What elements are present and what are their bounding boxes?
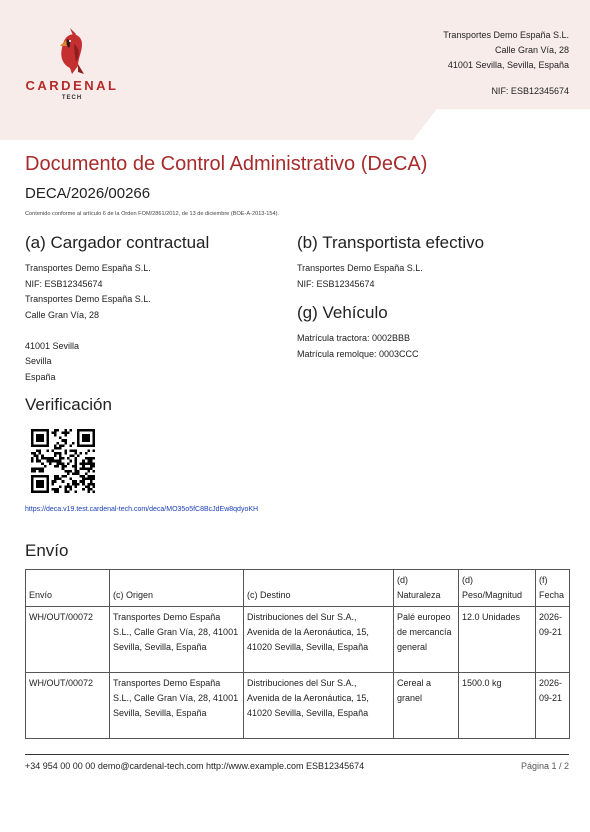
col-header-shipment: Envío xyxy=(26,570,110,607)
carrier-heading: (b) Transportista efectivo xyxy=(297,233,485,252)
company-nif: NIF: ESB12345674 xyxy=(491,86,569,96)
shipper-line: Transportes Demo España S.L. xyxy=(25,294,151,304)
verification-heading: Verificación xyxy=(25,395,112,414)
company-address xyxy=(443,28,569,99)
cell-weight: 1500.0 kg xyxy=(459,673,536,739)
cell-nature: Cereal a granel xyxy=(394,673,459,739)
cell-weight: 12.0 Unidades xyxy=(459,607,536,673)
page-number: Página 1 / 2 xyxy=(520,761,569,771)
cell-shipment: WH/OUT/00072 xyxy=(26,607,110,673)
trailer-plate: Matrícula remolque: 0003CCC xyxy=(297,348,419,359)
cell-origin: Transportes Demo España S.L., Calle Gran Vía, 28, 41001 Sevilla, Sevilla, España xyxy=(110,673,244,739)
qr-code-icon xyxy=(31,429,95,493)
table-header-row xyxy=(26,570,570,607)
footer-contact: +34 954 00 00 00 demo@cardenal-tech.com http://www.example.com ESB12345674 xyxy=(25,761,365,771)
brand-name: CARDENAL xyxy=(25,78,119,93)
page-break-mask xyxy=(0,741,590,753)
cell-shipment: WH/OUT/00072 xyxy=(26,673,110,739)
legal-note: Contenido conforme al artículo 6 de la Orden FOM/2861/2012, de 13 de diciembre (BOE-A-2013-154). xyxy=(25,211,280,217)
tractor-plate: Matrícula tractora: 0002BBB xyxy=(297,333,411,343)
shipper-line: Transportes Demo España S.L. xyxy=(25,263,151,273)
table-row xyxy=(26,673,570,739)
cell-destination: Distribuciones del Sur S.A., Avenida de la Aeronáutica, 15, 41020 Sevilla, Sevilla, España xyxy=(244,673,394,739)
shipment-table xyxy=(25,569,570,739)
company-street: Calle Gran Vía, 28 xyxy=(494,45,569,55)
col-header-nature: (d) Naturaleza xyxy=(394,570,459,607)
document-number: DECA/2026/00266 xyxy=(25,185,151,202)
cell-nature: Palé europeo de mercancía general xyxy=(394,607,459,673)
shipper-line: Calle Gran Vía, 28 xyxy=(25,309,100,320)
col-header-date: (f) Fecha xyxy=(536,570,570,607)
cell-date: 2026-09-21 xyxy=(536,607,570,673)
table-row xyxy=(26,607,570,673)
vehicle-heading: (g) Vehículo xyxy=(297,303,388,322)
shipper-block xyxy=(25,261,151,385)
shipper-line: España xyxy=(25,371,56,382)
document-title: Documento de Control Administrativo (DeCA) xyxy=(25,153,428,175)
carrier-line: NIF: ESB12345674 xyxy=(297,278,375,289)
col-header-weight: (d) Peso/Magnitud xyxy=(459,570,536,607)
brand-sub: TECH xyxy=(61,95,83,101)
cardinal-bird-icon xyxy=(48,26,96,76)
shipper-line: 41001 Sevilla xyxy=(25,340,80,351)
footer-divider xyxy=(25,754,569,755)
col-header-origin: (c) Origen xyxy=(110,570,244,607)
shipper-line: Sevilla xyxy=(25,356,52,366)
cell-origin: Transportes Demo España S.L., Calle Gran Vía, 28, 41001 Sevilla, Sevilla, España xyxy=(110,607,244,673)
shipper-line: NIF: ESB12345674 xyxy=(25,278,103,289)
shipper-heading: (a) Cargador contractual xyxy=(25,233,210,252)
vehicle-block xyxy=(297,331,419,362)
shipment-heading: Envío xyxy=(25,541,69,560)
carrier-line: Transportes Demo España S.L. xyxy=(297,263,423,273)
company-city: 41001 Sevilla, Sevilla, España xyxy=(447,60,569,70)
cell-date: 2026-09-21 xyxy=(536,673,570,739)
cell-destination: Distribuciones del Sur S.A., Avenida de la Aeronáutica, 15, 41020 Sevilla, Sevilla, España xyxy=(244,607,394,673)
col-header-destination: (c) Destino xyxy=(244,570,394,607)
verification-link[interactable]: https://deca.v19.test.cardenal-tech.com/deca/MO35o5fC8BcJdEw8qdyoKH xyxy=(25,506,259,513)
company-name: Transportes Demo España S.L. xyxy=(443,30,569,40)
brand-logo xyxy=(22,26,122,101)
carrier-block xyxy=(297,261,423,292)
